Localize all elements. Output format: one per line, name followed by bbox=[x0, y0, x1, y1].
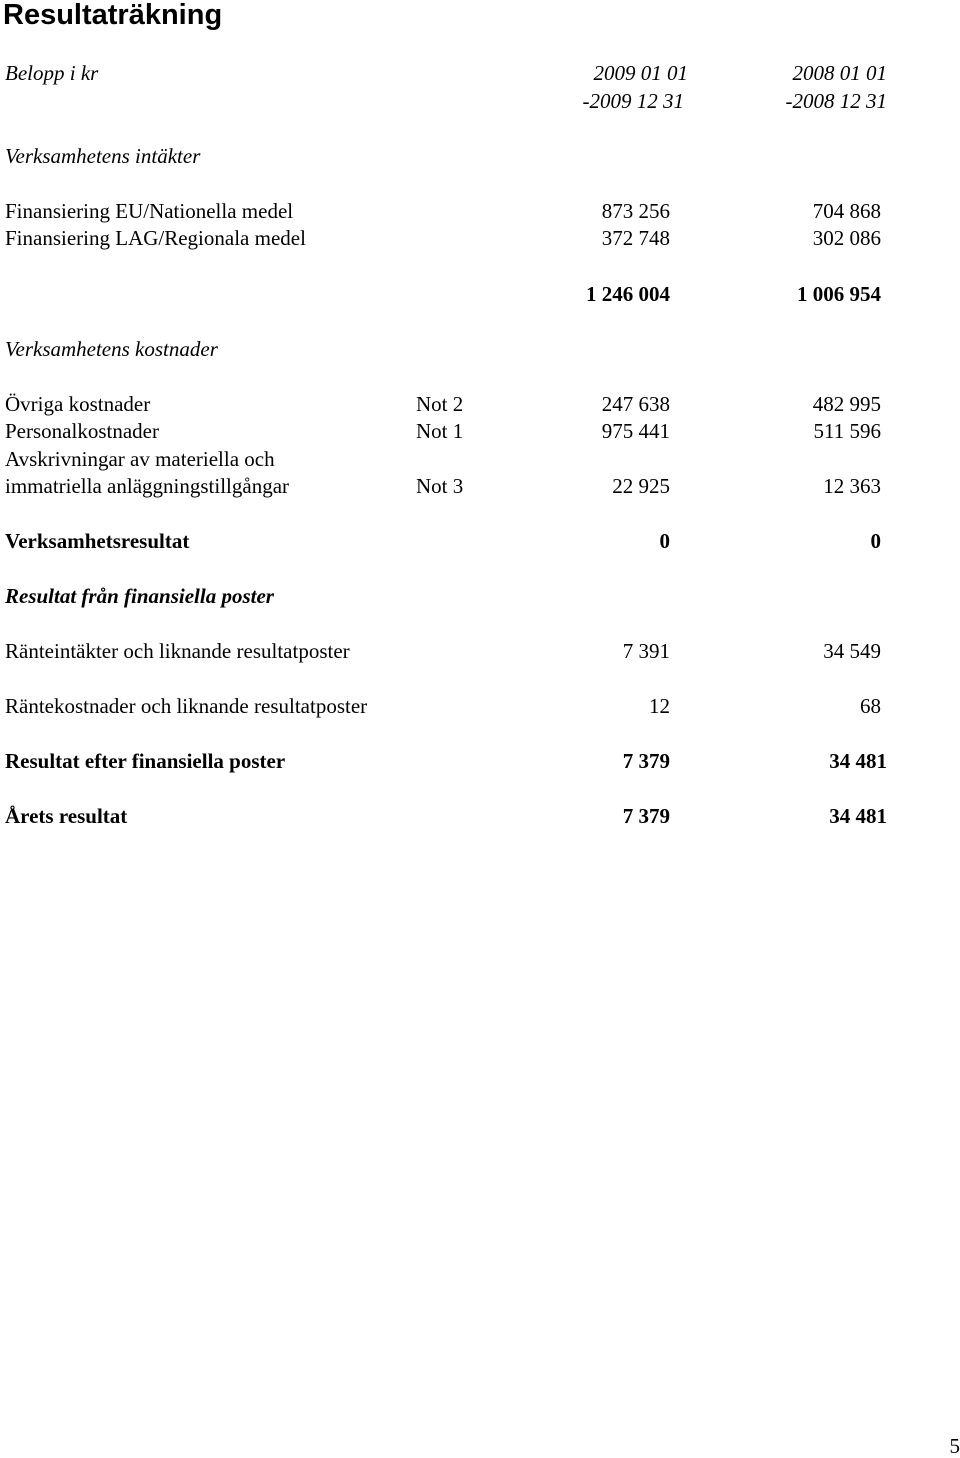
cost-row-value-2008: 511 596 bbox=[814, 421, 881, 442]
cost-row-label: Övriga kostnader bbox=[5, 394, 150, 415]
cost-heading: Verksamhetens kostnader bbox=[5, 339, 218, 360]
period-2008-end: -2008 12 31 bbox=[786, 91, 888, 112]
financial-row-value-2008: 34 549 bbox=[823, 641, 881, 662]
year-result-2009: 7 379 bbox=[623, 806, 670, 827]
income-total-2008: 1 006 954 bbox=[797, 284, 881, 305]
income-row-value-2008: 704 868 bbox=[813, 201, 881, 222]
cost-row-value-2009: 247 638 bbox=[602, 394, 670, 415]
income-row-value-2008: 302 086 bbox=[813, 228, 881, 249]
operating-result-2008: 0 bbox=[871, 531, 882, 552]
year-result-2008: 34 481 bbox=[829, 806, 887, 827]
cost-row-value-2008: 12 363 bbox=[823, 476, 881, 497]
page-title: Resultaträkning bbox=[3, 1, 222, 30]
result-after-financial-label: Resultat efter finansiella poster bbox=[5, 751, 285, 772]
income-row-value-2009: 372 748 bbox=[602, 228, 670, 249]
income-heading: Verksamhetens intäkter bbox=[5, 146, 200, 167]
financial-row-label: Ränteintäkter och liknande resultatposter bbox=[5, 641, 350, 662]
period-2009-end: -2009 12 31 bbox=[583, 91, 685, 112]
page-number: 5 bbox=[950, 1436, 960, 1457]
cost-row-value-2009: 975 441 bbox=[602, 421, 670, 442]
result-after-financial-2009: 7 379 bbox=[623, 751, 670, 772]
financial-heading: Resultat från finansiella poster bbox=[5, 586, 274, 607]
income-total-2009: 1 246 004 bbox=[586, 284, 670, 305]
cost-row-label-line2: immatriella anläggningstillgångar bbox=[5, 476, 289, 497]
operating-result-label: Verksamhetsresultat bbox=[5, 531, 189, 552]
cost-row-note: Not 2 bbox=[416, 394, 463, 415]
income-row-value-2009: 873 256 bbox=[602, 201, 670, 222]
income-row-label: Finansiering LAG/Regionala medel bbox=[5, 228, 306, 249]
cost-row-label: Personalkostnader bbox=[5, 421, 159, 442]
cost-row-value-2008: 482 995 bbox=[813, 394, 881, 415]
financial-row-label: Räntekostnader och liknande resultatposter bbox=[5, 696, 367, 717]
operating-result-2009: 0 bbox=[660, 531, 671, 552]
financial-row-value-2008: 68 bbox=[860, 696, 881, 717]
cost-row-value-2009: 22 925 bbox=[612, 476, 670, 497]
income-row-label: Finansiering EU/Nationella medel bbox=[5, 201, 293, 222]
unit-label: Belopp i kr bbox=[5, 63, 98, 84]
financial-row-value-2009: 7 391 bbox=[623, 641, 670, 662]
financial-row-value-2009: 12 bbox=[649, 696, 670, 717]
result-after-financial-2008: 34 481 bbox=[829, 751, 887, 772]
cost-row-note: Not 1 bbox=[416, 421, 463, 442]
period-2009-start: 2009 01 01 bbox=[594, 63, 689, 84]
period-2008-start: 2008 01 01 bbox=[793, 63, 888, 84]
year-result-label: Årets resultat bbox=[5, 806, 127, 827]
cost-row-label-line1: Avskrivningar av materiella och bbox=[5, 449, 275, 470]
cost-row-note: Not 3 bbox=[416, 476, 463, 497]
